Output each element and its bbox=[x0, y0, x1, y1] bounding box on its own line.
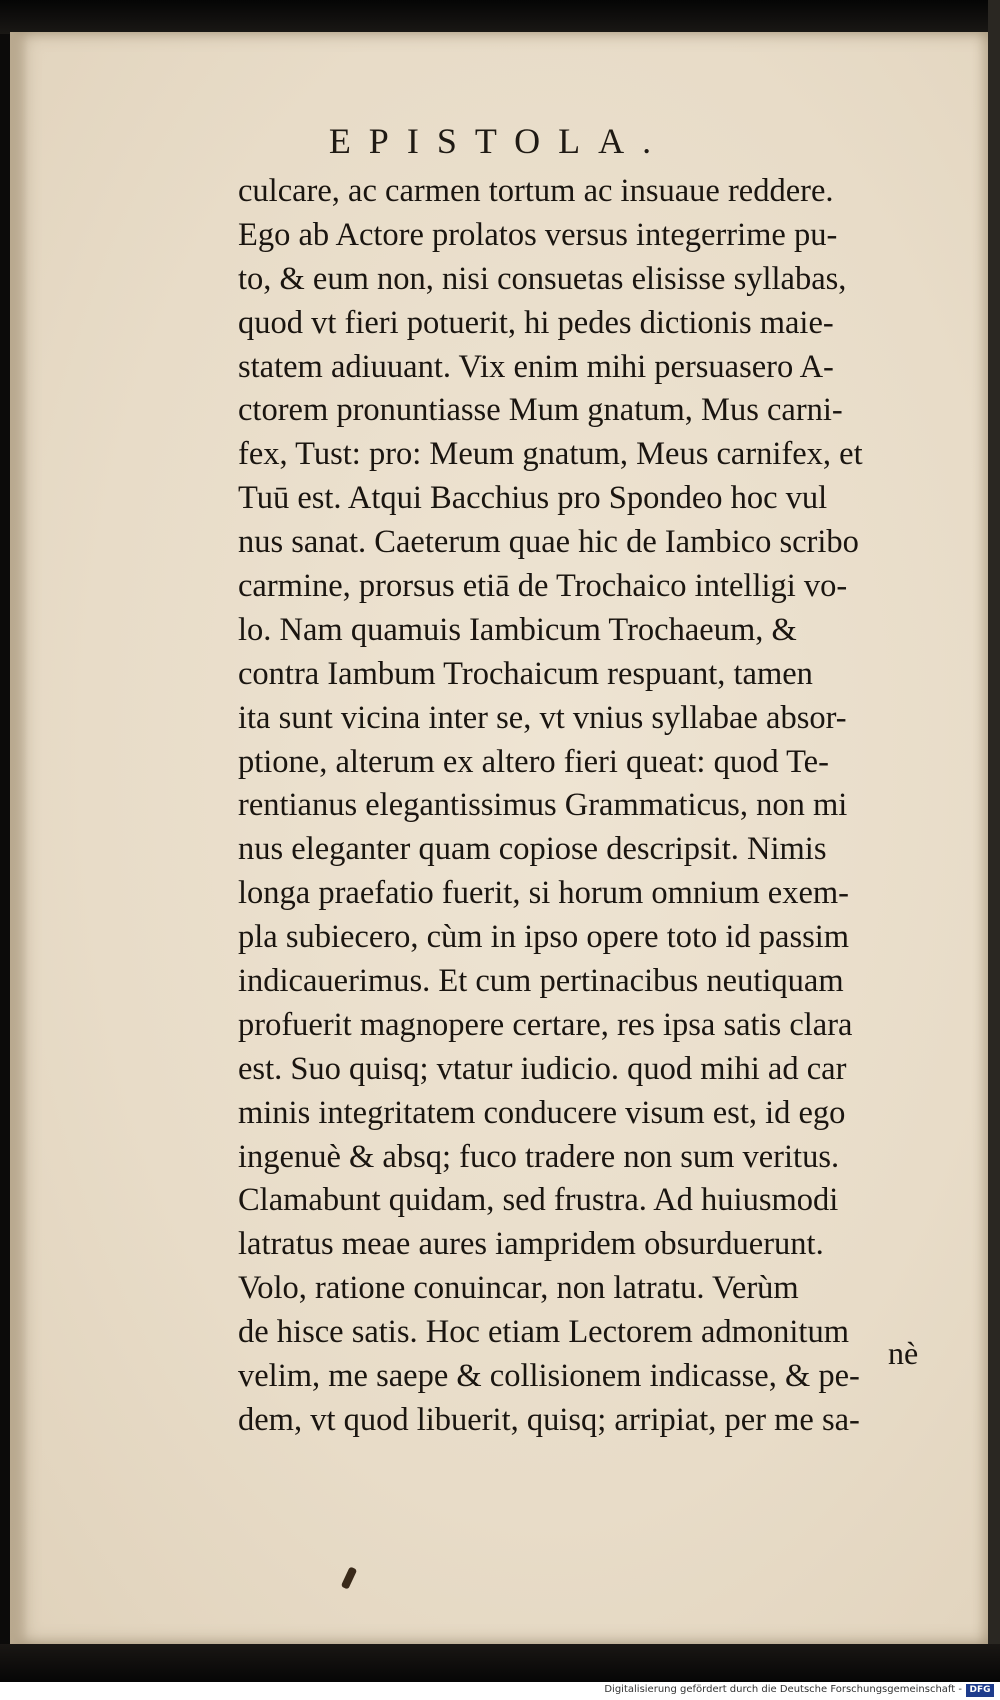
text-line: Tuū est. Atqui Bacchius pro Spondeo hoc vul bbox=[238, 480, 828, 517]
scan-top-border bbox=[0, 0, 1000, 34]
text-line: ingenuè & absq; fuco tradere non sum veritus. bbox=[238, 1138, 840, 1175]
text-line: nus sanat. Caeterum quae hic de Iambico scribo bbox=[238, 524, 859, 561]
text-line: rentianus elegantissimus Grammaticus, non mi bbox=[238, 787, 848, 824]
text-line: minis integritatem conducere visum est, id ego bbox=[238, 1094, 846, 1131]
text-line: latratus meae aures iampridem obsurduerunt. bbox=[238, 1226, 824, 1263]
text-line: contra Iambum Trochaicum respuant, tamen bbox=[238, 655, 813, 692]
text-line: ptione, alterum ex altero fieri queat: quod Te- bbox=[238, 743, 829, 780]
text-line: ita sunt vicina inter se, vt vnius syllabae absor- bbox=[238, 699, 847, 736]
text-line: ctorem pronuntiasse Mum gnatum, Mus carni- bbox=[238, 392, 843, 429]
text-line: de hisce satis. Hoc etiam Lectorem admonitum bbox=[238, 1314, 849, 1351]
text-line: fex, Tust: pro: Meum gnatum, Meus carnifex, et bbox=[238, 436, 863, 473]
scan-bottom-border bbox=[0, 1644, 1000, 1682]
text-line: statem adiuuant. Vix enim mihi persuasero A- bbox=[238, 348, 834, 385]
text-line: nus eleganter quam copiose descripsit. Nimis bbox=[238, 831, 827, 868]
text-line: carmine, prorsus etiā de Trochaico intelligi vo- bbox=[238, 568, 848, 605]
text-line: Volo, ratione conuincar, non latratu. Verùm bbox=[238, 1270, 799, 1307]
text-line: est. Suo quisq; vtatur iudicio. quod mihi ad car bbox=[238, 1050, 847, 1087]
text-line: to, & eum non, nisi consuetas elisisse syllabas, bbox=[238, 260, 847, 297]
text-line: Ego ab Actore prolatos versus integerrime pu- bbox=[238, 216, 838, 253]
catchword: nè bbox=[888, 1335, 919, 1371]
page-gutter-shadow bbox=[10, 32, 28, 1644]
text-line: lo. Nam quamuis Iambicum Trochaeum, & bbox=[238, 611, 797, 648]
dfg-logo: DFG bbox=[966, 1684, 994, 1697]
text-line: Clamabunt quidam, sed frustra. Ad huiusmodi bbox=[238, 1182, 839, 1219]
ink-blot bbox=[341, 1566, 358, 1589]
text-line: longa praefatio fuerit, si horum omnium exem- bbox=[238, 875, 850, 912]
text-line: velim, me saepe & collisionem indicasse, & pe- bbox=[238, 1358, 860, 1395]
scan-right-edge bbox=[988, 0, 1000, 1700]
text-line: quod vt fieri potuerit, hi pedes dictionis maie- bbox=[238, 304, 834, 341]
body-text bbox=[238, 170, 978, 1443]
text-line: profuerit magnopere certare, res ipsa satis clara bbox=[238, 1006, 853, 1043]
text-line: indicauerimus. Et cum pertinacibus neutiquam bbox=[238, 963, 844, 1000]
running-header: EPISTOLA. bbox=[328, 121, 670, 161]
text-line: pla subiecero, cùm in ipso opere toto id passim bbox=[238, 919, 850, 956]
text-line: dem, vt quod libuerit, quisq; arripiat, per me sa- bbox=[238, 1401, 860, 1438]
book-page bbox=[10, 32, 988, 1644]
digitization-credit: Digitalisierung gefördert durch die Deutsche Forschungsgemeinschaft - bbox=[604, 1684, 962, 1695]
text-line: culcare, ac carmen tortum ac insuaue reddere. bbox=[238, 173, 834, 209]
